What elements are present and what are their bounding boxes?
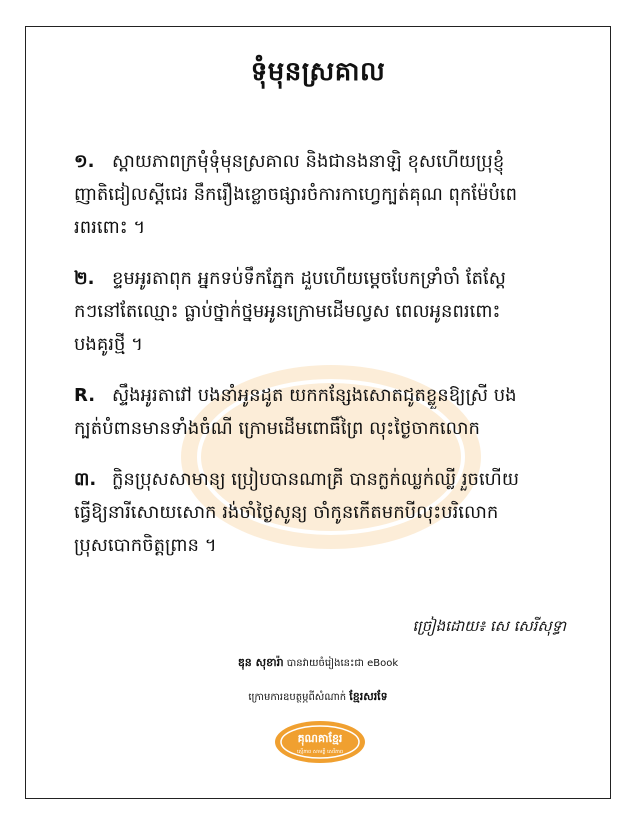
verse-number: ១.: [74, 151, 95, 172]
sponsor-credit: [26, 690, 610, 706]
verse-number: ៣.: [74, 469, 97, 490]
verse-line: ប្រុសបោកចិត្តព្រាន ។: [74, 535, 217, 556]
typist-name: ឌុន សុខារ៉ា: [237, 656, 284, 669]
sponsor-text: ក្រោមការឧបត្ថម្ភពីសំណាក់: [248, 692, 347, 703]
verse-number: ២.: [74, 268, 95, 289]
sponsor-logo: [274, 720, 366, 764]
verse-3: [74, 463, 582, 562]
verse-line: បងគូរថ្មី ។: [74, 334, 144, 355]
verse-line: ក្បត់បំពានមានទាំងចំណី ក្រោមដើមពោធិ៍ព្រៃ លុះថ្ងៃចាកលោក: [74, 418, 480, 439]
lyrics: [74, 145, 582, 580]
verse-text: ស្ទឹងអូរតាវៅ បងនាំអូនដូត យកកន្សែងសោតជូតខ្លួនឱ្យស្រី បង: [112, 385, 517, 406]
logo-title: គុណគាខ្មែរ: [297, 732, 343, 745]
verse-line: [74, 463, 582, 496]
verse-line: កៗនៅតែឈ្មោះ ធ្លាប់ថ្នាក់ថ្នមអូនក្រោមដើមល្វស ពេលអូនពរពោះ: [74, 301, 501, 322]
verse-line: [74, 379, 582, 412]
verse-line: ញាតិជៀលស្តីជេរ នឹករឿងខ្លោចផ្សារចំការកាហ្វេក្បត់គុណ ពុកម៉ែបំពេ: [74, 184, 518, 205]
verse-line: ធ្វើឱ្យនារីសោយសោក រង់ចាំថ្ងៃសូន្យ ចាំកូនកើតមកបីលុះបរិលោក: [74, 502, 499, 523]
verse-line: [74, 262, 582, 295]
typist-credit: [26, 656, 610, 672]
page: [25, 26, 611, 799]
sponsor-name: ខ្មែរសរទែ: [349, 690, 388, 703]
song-title: ទុំមុនស្រគាល: [250, 57, 386, 87]
verse-text: ក្លិនប្រុសសាមាន្យ ប្រៀបបានណាគ្រី បានក្លក់ឈ្លក់ឈ្លី រួចហើយ: [112, 469, 519, 490]
verse-chorus: [74, 379, 582, 445]
verse-2: [74, 262, 582, 361]
singer-credit: ច្រៀងដោយ៖ សេ សេរីសុទ្ធា: [412, 617, 566, 635]
verse-text: ខ្ទមអូរតាពុក អ្នកទប់ទឹកភ្នែក ដួបហើយម្តេចបែកទ្រាំចាំ តែស្ដែ: [112, 268, 506, 289]
typist-text: បានវាយចំរៀងនេះជា eBook: [286, 658, 399, 669]
logo-subtitle: ស្មើភាព សាមគ្គី សេរីភាព: [296, 749, 344, 755]
verse-1: [74, 145, 582, 244]
verse-line: រពរពោះ ។: [74, 217, 146, 238]
verse-text: ស្តាយភាពក្រមុំទុំមុនស្រគាល និងជានងនាឡិ ខុសហើយប្រុខ្ញុំ: [112, 151, 505, 172]
verse-line: [74, 145, 582, 178]
verse-number: R.: [74, 385, 96, 406]
